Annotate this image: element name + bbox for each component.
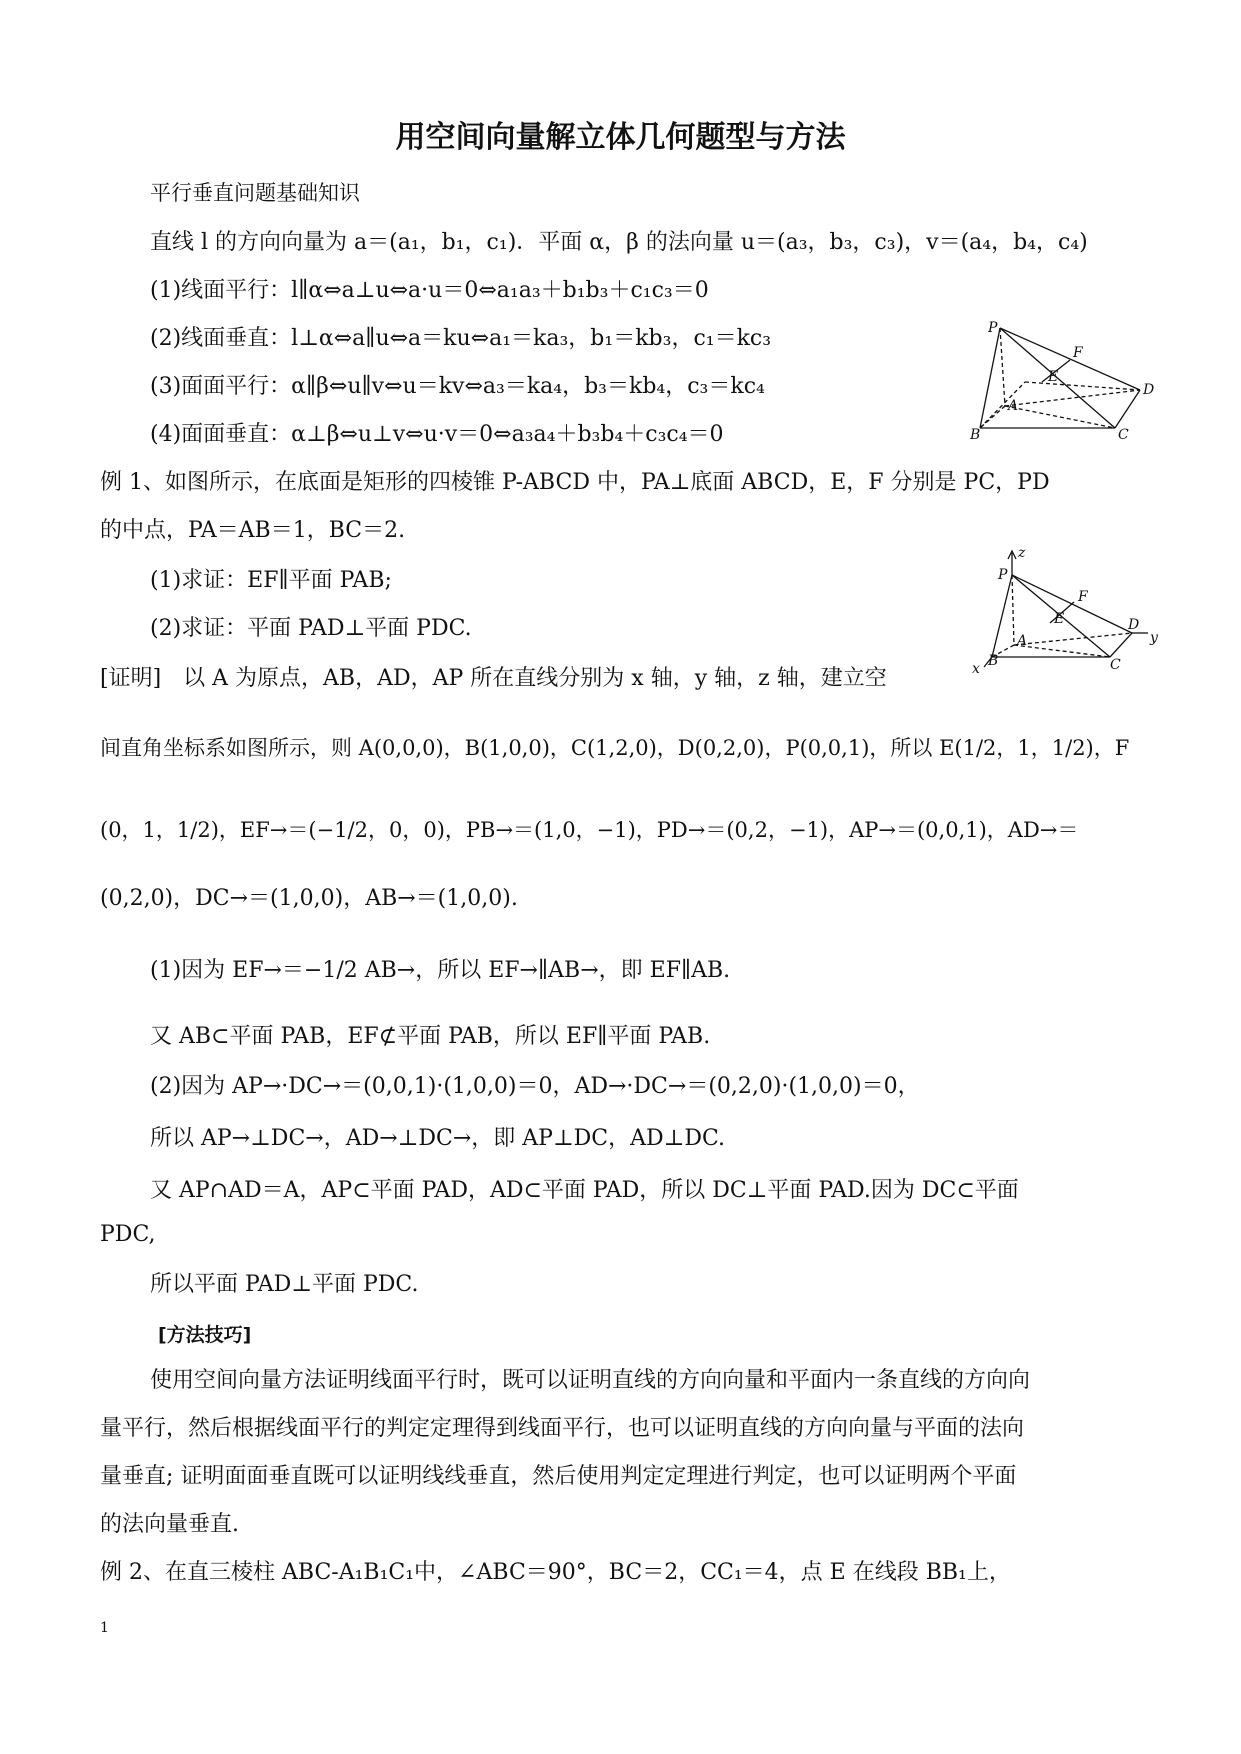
proof-line-3: (0，1，1/2)，EF→＝(−1/2，0，0)，PB→＝(1,0，−1)，PD→＝(0,2，−1)，AP→＝(0,0,1)，AD→＝ bbox=[100, 818, 1079, 842]
fig2-label-p: P bbox=[998, 567, 1008, 583]
proof-step-5a: 又 AP∩AD＝A，AP⊂平面 PAD，AD⊂平面 PAD，所以 DC⊥平面 PAD.因为 DC⊂平面 bbox=[150, 1178, 1019, 1203]
method-line-1: 使用空间向量方法证明线面平行时，既可以证明直线的方向向量和平面内一条直线的方向向 bbox=[150, 1368, 1031, 1393]
fig2-label-a: A bbox=[1017, 633, 1028, 649]
proof-step-2: 又 AB⊂平面 PAB，EF⊄平面 PAB，所以 EF∥平面 PAB. bbox=[150, 1024, 711, 1049]
fig2-label-f: F bbox=[1078, 589, 1088, 605]
proof-step-6: 所以平面 PAD⊥平面 PDC. bbox=[150, 1272, 419, 1297]
example1-line-1: 例 1、如图所示，在底面是矩形的四棱锥 P-ABCD 中，PA⊥底面 ABCD，E，F 分别是 PC，PD bbox=[100, 470, 1050, 495]
fig1-label-p: P bbox=[988, 320, 998, 336]
example2-line-1: 例 2、在直三棱柱 ABC-A₁B₁C₁中，∠ABC＝90°，BC＝2，CC₁＝4，点 E 在线段 BB₁上， bbox=[100, 1560, 1011, 1585]
method-line-2: 量平行，然后根据线面平行的判定定理得到线面平行，也可以证明直线的方向向量与平面的法向 bbox=[100, 1416, 1025, 1441]
example1-line-2: 的中点，PA＝AB＝1，BC＝2. bbox=[100, 518, 406, 543]
fig1-label-e: E bbox=[1048, 369, 1059, 385]
basics-item-4: (4)面面垂直：α⊥β⇔u⊥v⇔u·v＝0⇔a₃a₄＋b₃b₄＋c₃c₄＝0 bbox=[150, 422, 724, 447]
method-heading: [方法技巧] bbox=[158, 1324, 252, 1346]
proof-line-4: (0,2,0)，DC→＝(1,0,0)，AB→＝(1,0,0). bbox=[100, 886, 518, 911]
fig2-label-y: y bbox=[1150, 630, 1158, 646]
fig1-label-b: B bbox=[970, 427, 981, 440]
basics-item-1: (1)线面平行：l∥α⇔a⊥u⇔a·u＝0⇔a₁a₃＋b₁b₃＋c₁c₃＝0 bbox=[150, 278, 709, 303]
basics-item-3: (3)面面平行：α∥β⇔u∥v⇔u＝kv⇔a₃＝ka₄，b₃＝kb₄，c₃＝kc₄ bbox=[150, 374, 765, 399]
fig1-label-f: F bbox=[1073, 345, 1083, 361]
fig2-label-e: E bbox=[1054, 611, 1065, 627]
proof-step-1: (1)因为 EF→＝−1/2 AB→，所以 EF→∥AB→，即 EF∥AB. bbox=[150, 958, 731, 983]
example1-question-1: (1)求证：EF∥平面 PAB; bbox=[150, 568, 392, 593]
page-title: 用空间向量解立体几何题型与方法 bbox=[395, 120, 846, 155]
fig2-label-x: x bbox=[972, 661, 980, 675]
proof-line-1: [证明] 以 A 为原点，AB，AD，AP 所在直线分别为 x 轴，y 轴，z 轴，建立空 bbox=[100, 666, 887, 691]
method-line-3: 量垂直; 证明面面垂直既可以证明线线垂直，然后使用判定定理进行判定，也可以证明两个平面 bbox=[100, 1464, 1017, 1489]
proof-step-5b: PDC, bbox=[100, 1222, 156, 1247]
fig2-label-z: z bbox=[1018, 545, 1026, 561]
fig2-label-b: B bbox=[988, 653, 999, 669]
example1-question-2: (2)求证：平面 PAD⊥平面 PDC. bbox=[150, 616, 472, 641]
fig2-label-c: C bbox=[1110, 657, 1121, 673]
section-heading: 平行垂直问题基础知识 bbox=[150, 181, 360, 205]
proof-step-4: 所以 AP→⊥DC→，AD→⊥DC→，即 AP⊥DC，AD⊥DC. bbox=[150, 1126, 726, 1151]
method-line-4: 的法向量垂直. bbox=[100, 1512, 239, 1537]
pyramid-figure-1 bbox=[970, 320, 1160, 440]
basics-direction-line: 直线 l 的方向向量为 a＝(a₁，b₁，c₁)．平面 α，β 的法向量 u＝(a₃，b₃，c₃)，v＝(a₄，b₄，c₄) bbox=[150, 230, 1088, 255]
page-number: 1 bbox=[100, 1620, 109, 1636]
proof-step-3: (2)因为 AP→·DC→＝(0,0,1)·(1,0,0)＝0，AD→·DC→＝(0,2,0)·(1,0,0)＝0， bbox=[150, 1074, 920, 1099]
fig1-label-c: C bbox=[1118, 427, 1129, 440]
basics-item-2: (2)线面垂直：l⊥α⇔a∥u⇔a＝ku⇔a₁＝ka₃，b₁＝kb₃，c₁＝kc₃ bbox=[150, 326, 772, 351]
fig1-label-a: A bbox=[1008, 398, 1019, 414]
proof-line-2: 间直角坐标系如图所示，则 A(0,0,0)，B(1,0,0)，C(1,2,0)，D(0,2,0)，P(0,0,1)，所以 E(1/2，1，1/2)，F bbox=[100, 736, 1130, 760]
fig1-label-d: D bbox=[1143, 382, 1155, 398]
pyramid-figure-2 bbox=[970, 545, 1160, 675]
fig2-label-d: D bbox=[1128, 617, 1140, 633]
